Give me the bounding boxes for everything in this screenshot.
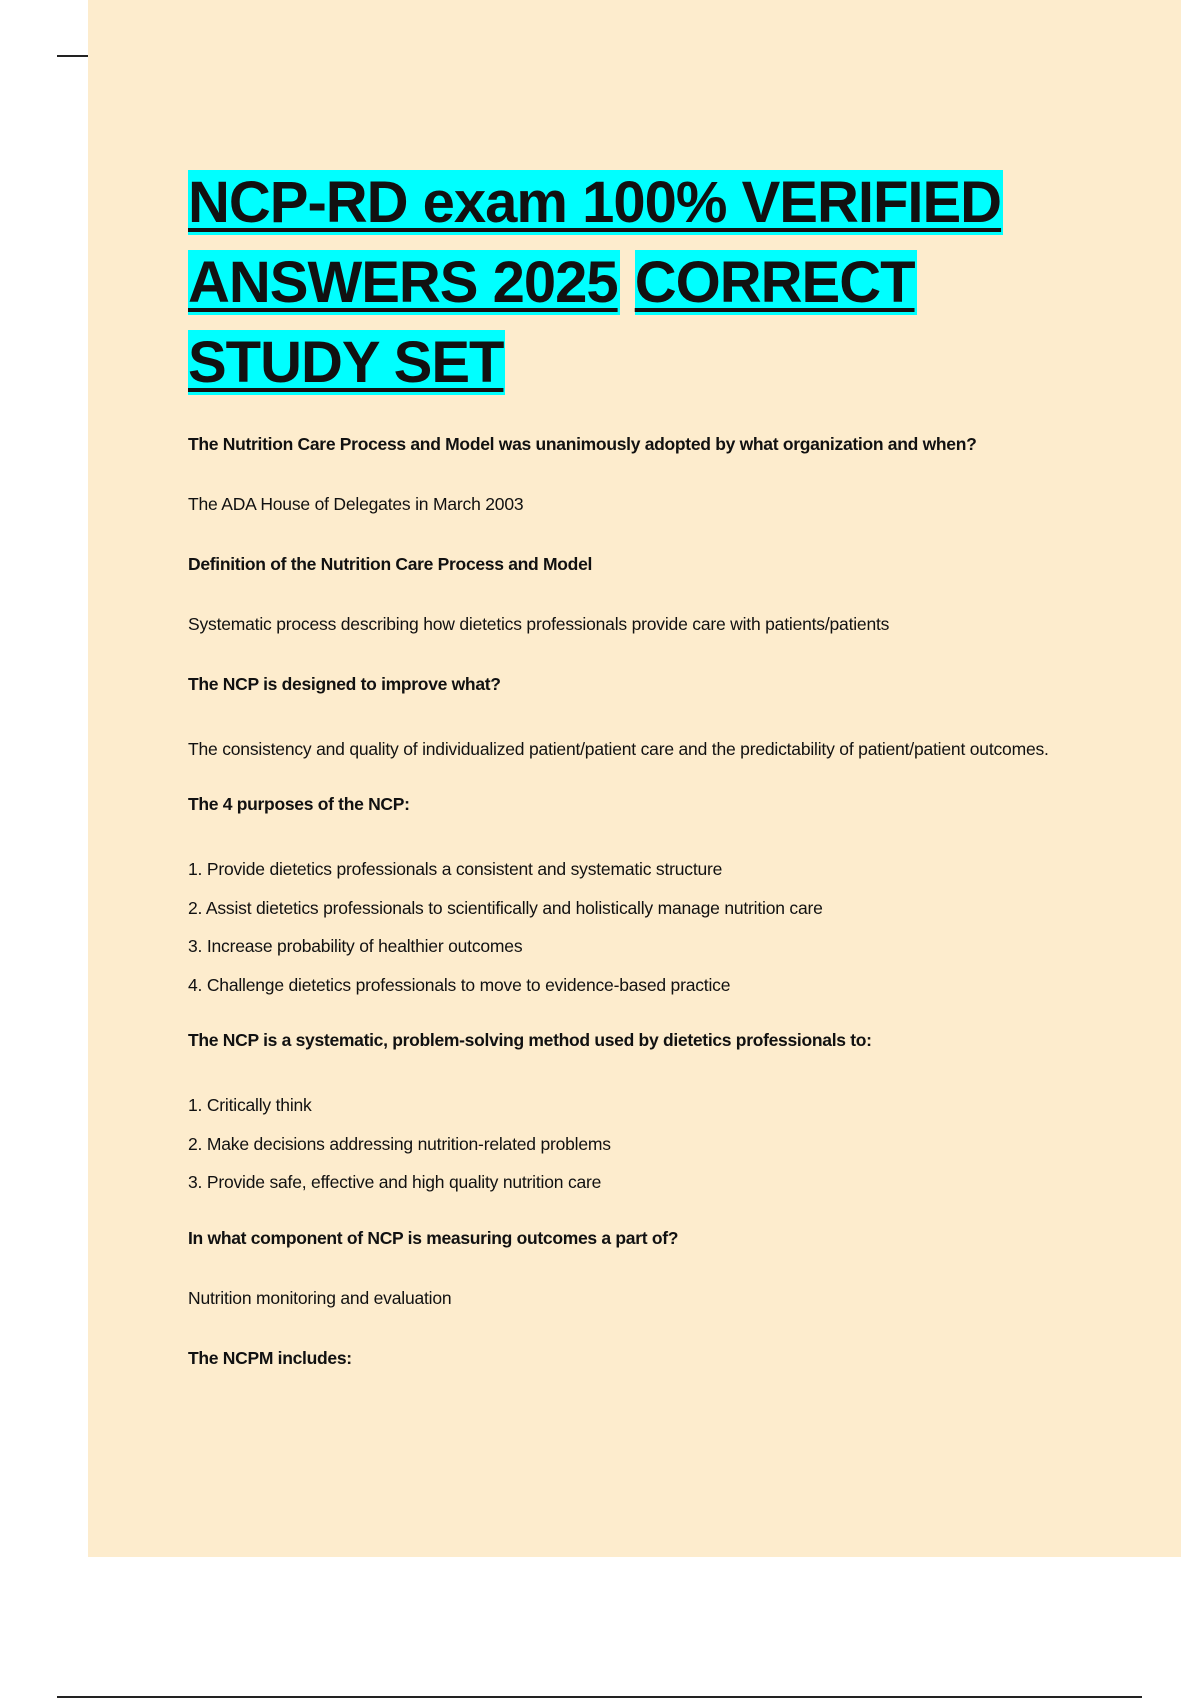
list-item: 4. Challenge dietetics professionals to move to evidence-based practice (188, 974, 731, 995)
method-list (188, 1086, 1088, 1202)
document-title (188, 163, 1068, 403)
purposes-list (188, 850, 1088, 1004)
title-line-2a: ANSWERS 2025 (188, 250, 618, 315)
list-item: 1. Provide dietetics professionals a consistent and systematic structure (188, 859, 723, 879)
question-4: The 4 purposes of the NCP: (188, 794, 410, 814)
question-7: The NCPM includes: (188, 1347, 352, 1368)
list-item: 3. Increase probability of healthier outcomes (188, 936, 523, 956)
title-line-2b: CORRECT (634, 250, 915, 315)
answer-6: Nutrition monitoring and evaluation (188, 1287, 452, 1308)
corner-dash (57, 55, 88, 57)
question-3: The NCP is designed to improve what? (188, 674, 501, 694)
title-line-1: NCP-RD exam 100% VERIFIED (188, 170, 1002, 235)
question-1: The Nutrition Care Process and Model was unanimously adopted by what organization and when? (188, 434, 977, 454)
list-item: 2. Make decisions addressing nutrition-related problems (188, 1133, 611, 1154)
list-item: 3. Provide safe, effective and high quality nutrition care (188, 1172, 602, 1192)
qa-content (188, 430, 1088, 1404)
title-line-3: STUDY SET (188, 330, 504, 395)
question-6: In what component of NCP is measuring outcomes a part of? (188, 1227, 679, 1248)
list-item: 2. Assist dietetics professionals to scientifically and holistically manage nutrition care (188, 897, 823, 918)
answer-1: The ADA House of Delegates in March 2003 (188, 494, 524, 514)
answer-3: The consistency and quality of individualized patient/patient care and the predictability of patient/patient outcomes. (188, 739, 1049, 759)
answer-2: Systematic process describing how dietetics professionals provide care with patients/patients (188, 614, 890, 634)
question-5: The NCP is a systematic, problem-solving method used by dietetics professionals to: (188, 1030, 872, 1050)
question-2: Definition of the Nutrition Care Process and Model (188, 554, 593, 574)
bottom-rule (57, 1696, 1142, 1698)
list-item: 1. Critically think (188, 1095, 312, 1115)
